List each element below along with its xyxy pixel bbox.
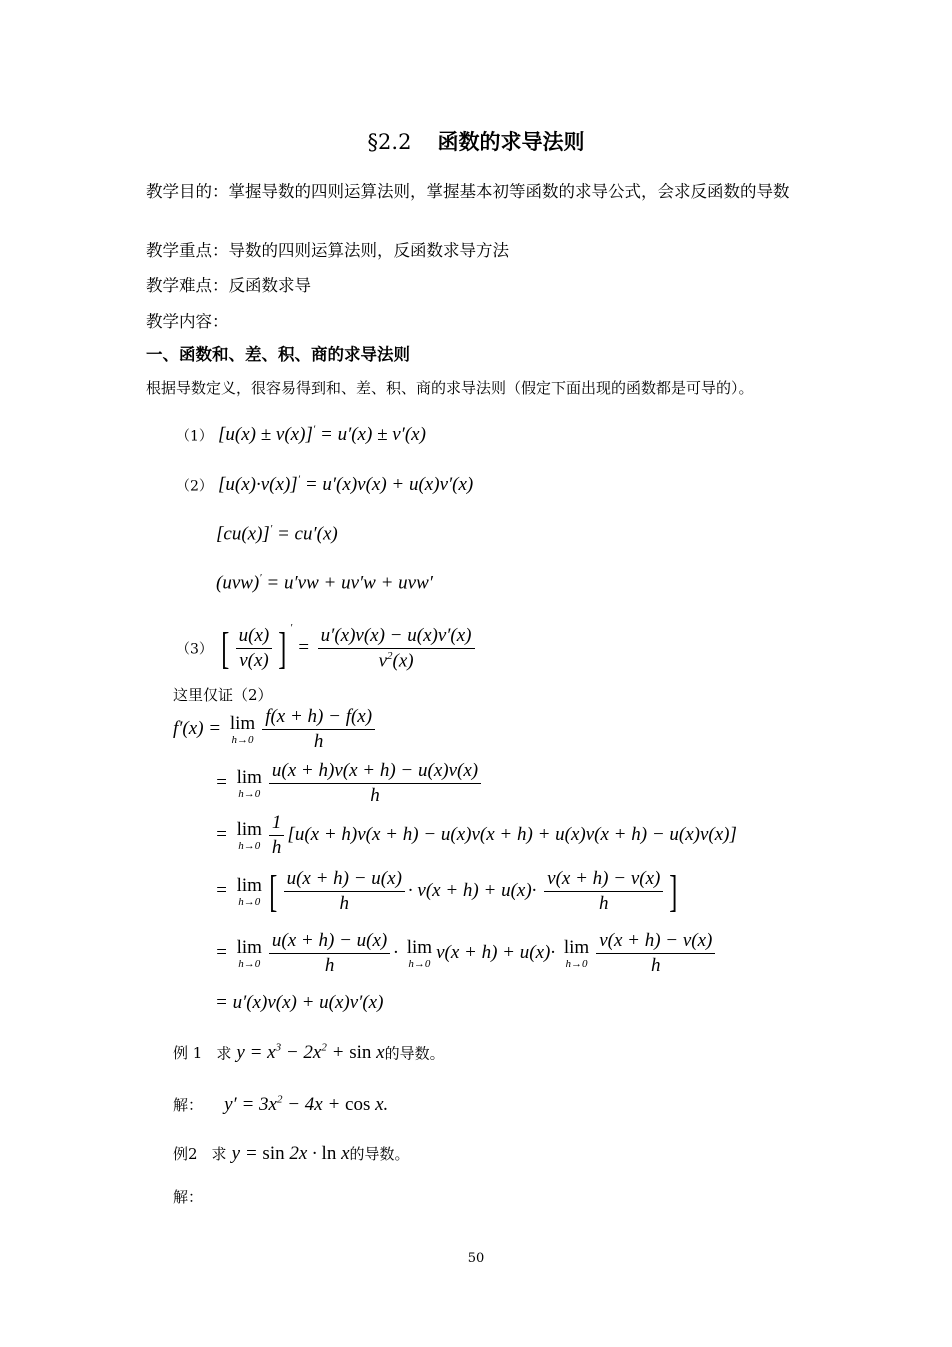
rule-label: （2） [176, 478, 213, 495]
example-post: 的导数。 [384, 1044, 445, 1063]
proof-line-6: = u′(x)v(x) + u(x)v′(x) [215, 992, 384, 1013]
example-2 [173, 1143, 410, 1165]
example-post: 的导数。 [349, 1145, 410, 1163]
example-label: 例2 [173, 1145, 198, 1163]
example-formula: y = sin 2x · ln x [231, 1143, 350, 1164]
teaching-difficulty: 教学难点：反函数求导 [146, 276, 311, 295]
proof-line-1: f′(x) = lim h→0 $\frac{f(x + h) - f(x)}{h}$ [173, 706, 378, 753]
section-heading: 一、函数和、差、积、商的求导法则 [146, 345, 410, 364]
example-label: 例 1 [173, 1044, 203, 1063]
proof-line-4: = lim h→0 [ $\frac{u(x + h) - u(x)}{h}$ · v(x + h) + u(x)· $\frac{v(x + h) - v(x)}{h}$ ] [215, 866, 678, 916]
rule-label: （3） [176, 641, 213, 658]
formula: [ $\frac{u(x)}{v(x)}$ ] ′ = $\frac{u'(x)v(x) - u(x)v'(x)}{v^2(x)}$ [218, 637, 478, 658]
teaching-objectives: 教学目的：掌握导数的四则运算法则，掌握基本初等函数的求导公式，会求反函数的导数 [146, 182, 790, 201]
solution-formula: $y' = 3x^2 - 4x + \cos x$. [224, 1094, 389, 1116]
example-pre: 求 [211, 1145, 227, 1163]
solution-1 [173, 1094, 388, 1116]
example-formula: $y = x^3 - 2x^2 + \sin x$ [236, 1042, 385, 1064]
rule-label: （1） [176, 428, 213, 445]
page-title [0, 126, 952, 156]
proof-line-3: = lim h→0 $\frac{1}{h}$ [u(x + h)v(x + h) − u(x)v(x + h) + u(x)v(x + h) − u(x)v(x)] [215, 812, 737, 858]
proof-intro: 这里仅证（2） [173, 686, 273, 704]
section-title: 函数的求导法则 [437, 130, 585, 154]
proof-line-2: = lim h→0 $\frac{u(x + h)v(x + h) - u(x)v(x)}{h}$ [215, 760, 484, 807]
solution-2-label: 解： [173, 1188, 204, 1206]
rule-3 [176, 622, 478, 672]
formula: [u(x)·v(x)]′ = u′(x)v(x) + u(x)v′(x) [218, 474, 474, 496]
formula-triple-product: (uvw)′ = u′vw + uv′w + uvw′ [216, 572, 433, 594]
page-number: 50 [467, 1251, 485, 1266]
rule-1 [176, 424, 426, 446]
intro-paragraph: 根据导数定义，很容易得到和、差、积、商的求导法则（假定下面出现的函数都是可导的）。 [146, 379, 754, 397]
example-1 [173, 1042, 445, 1064]
solution-label: 解： [173, 1096, 204, 1115]
teaching-focus: 教学重点：导数的四则运算法则，反函数求导方法 [146, 241, 509, 260]
formula: [u(x) ± v(x)]′ = u′(x) ± v′(x) [218, 424, 426, 446]
rule-2 [176, 474, 473, 496]
formula-constant-multiple: [cu(x)]′ = cu′(x) [216, 523, 338, 545]
example-pre: 求 [216, 1044, 232, 1063]
proof-line-5: = lim h→0 $\frac{u(x + h) - u(x)}{h}$ · lim h→0 v(x + h) + u(x)· lim h→0 $\frac{v(x + h) - v(x)}{h}$ [215, 930, 718, 977]
section-number: §2.2 [367, 130, 412, 154]
teaching-content-label: 教学内容： [146, 312, 229, 331]
